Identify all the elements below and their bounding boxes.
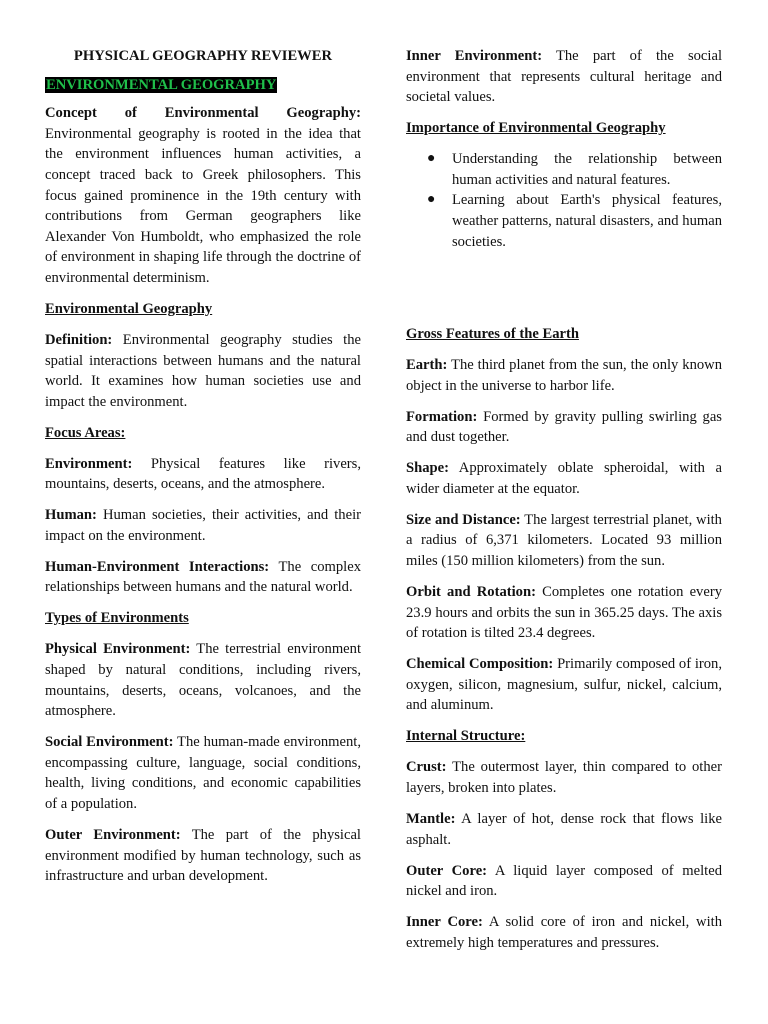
gross-feature-text: Approximately oblate spheroidal, with a wider diameter at the equator.: [406, 460, 723, 497]
gross-feature-term: Chemical Composition:: [406, 656, 554, 673]
concept-paragraph: [45, 103, 361, 288]
document-title: PHYSICAL GEOGRAPHY REVIEWER: [73, 48, 333, 64]
environment-type-item: [45, 825, 361, 887]
environment-type-term: Social Environment:: [45, 734, 174, 751]
focus-areas-heading: Focus Areas:: [45, 424, 126, 441]
environmental-geography-heading: Environmental Geography: [45, 300, 213, 317]
list-item-text: Learning about Earth's physical features, weather patterns, natural disasters, and human societies.: [452, 192, 722, 250]
inner-environment-paragraph: [406, 46, 722, 108]
bullet-icon: ●: [427, 151, 436, 167]
gross-feature-item: [406, 510, 722, 572]
importance-heading: Importance of Environmental Geography: [406, 120, 666, 137]
list-item-text: Understanding the relationship between human activities and natural features.: [452, 151, 722, 188]
bullet-icon: ●: [427, 192, 436, 208]
internal-layer-term: Outer Core:: [406, 862, 488, 879]
internal-layer-item: [406, 757, 722, 798]
gross-feature-term: Shape:: [406, 460, 449, 477]
internal-structure-heading: Internal Structure:: [406, 728, 526, 745]
environment-type-term: Outer Environment:: [45, 826, 181, 843]
gross-features-heading: Gross Features of the Earth: [406, 326, 579, 343]
internal-layer-term: Crust:: [406, 759, 447, 776]
internal-layer-text: A liquid layer composed of melted nickel and iron.: [406, 862, 723, 900]
environment-type-term: Physical Environment:: [45, 641, 191, 658]
concept-term: Concept of Environmental Geography:: [45, 105, 361, 122]
gross-feature-item: [406, 458, 722, 499]
types-of-environments-heading: Types of Environments: [45, 610, 189, 627]
environment-type-text: The part of the physical environment modified by human technology, such as infrastructure and urban development.: [45, 826, 361, 885]
inner-environment-term: Inner Environment:: [406, 48, 543, 64]
gross-feature-item: [406, 582, 722, 644]
gross-feature-text: Completes one rotation every 23.9 hours and orbits the sun in 365.25 days. The axis of rotation is tilted 23.4 degrees.: [406, 584, 722, 642]
internal-layer-text: A layer of hot, dense rock that flows like asphalt.: [406, 810, 722, 848]
gross-feature-text: Primarily composed of iron, oxygen, silicon, magnesium, sulfur, nickel, calcium, and aluminum.: [406, 656, 722, 714]
blank-space: [406, 262, 722, 324]
gross-feature-item: [406, 407, 722, 448]
gross-feature-term: Orbit and Rotation:: [406, 584, 536, 601]
gross-feature-item: [406, 654, 722, 716]
gross-feature-term: Formation:: [406, 408, 478, 425]
left-column: [45, 46, 361, 897]
internal-layer-text: A solid core of iron and nickel, with extremely high temperatures and pressures.: [406, 914, 723, 951]
internal-layer-item: [406, 861, 722, 902]
focus-text: The complex relationships between humans and the natural world.: [45, 558, 361, 596]
focus-text: Human societies, their activities, and their impact on the environment.: [45, 507, 361, 544]
focus-text: Physical features like rivers, mountains, deserts, oceans, and the atmosphere.: [45, 455, 361, 493]
focus-item: [45, 505, 361, 546]
list-item: [406, 190, 722, 252]
inner-environment-text: The part of the social environment that represents cultural heritage and societal values.: [406, 48, 722, 106]
focus-term: Human-Environment Interactions:: [45, 558, 270, 575]
focus-term: Environment:: [45, 455, 133, 472]
definition-text: Environmental geography studies the spatial interactions between humans and the natural world. It examines how human societies use and impact the environment.: [45, 331, 361, 410]
section-banner: [45, 75, 361, 96]
definition-paragraph: [45, 330, 361, 412]
environment-type-text: The terrestrial environment shaped by natural conditions, including rivers, mountains, deserts, oceans, volcanoes, and the atmosphere.: [45, 641, 362, 720]
gross-feature-text: The third planet from the sun, the only known object in the universe to harbor life.: [406, 357, 722, 394]
internal-layer-term: Inner Core:: [406, 914, 483, 931]
internal-layer-term: Mantle:: [406, 810, 456, 827]
highlighted-section-title: ENVIRONMENTAL GEOGRAPHY: [46, 76, 277, 93]
internal-layer-item: [406, 809, 722, 850]
internal-layer-text: The outermost layer, thin compared to other layers, broken into plates.: [406, 759, 722, 796]
gross-feature-term: Size and Distance:: [406, 511, 521, 528]
importance-list: [406, 149, 722, 252]
gross-feature-text: Formed by gravity pulling swirling gas and dust together.: [406, 408, 722, 446]
focus-item: [45, 557, 361, 598]
environment-type-item: [45, 732, 361, 814]
focus-item: [45, 454, 361, 495]
gross-feature-text: The largest terrestrial planet, with a radius of 6,371 kilometers. Located 93 million miles (150 million kilometers) from the sun.: [406, 511, 722, 570]
focus-term: Human:: [45, 507, 97, 524]
definition-term: Definition:: [45, 331, 113, 348]
environment-type-text: The human-made environment, encompassing culture, language, social conditions, health, living conditions, and economic capabilities of a population.: [45, 734, 362, 812]
internal-layer-item: [406, 912, 722, 953]
gross-feature-item: [406, 355, 722, 396]
list-item: [406, 149, 722, 190]
concept-text: Environmental geography is rooted in the idea that the environment influences human activities, a concept traced back to Greek philosophers. This focus gained prominence in the 19th century with contributions from German geographers like Alexander Von Humboldt, who emphasized the role of environment in shaping life through the doctrine of environmental determinism.: [45, 125, 361, 286]
environment-type-item: [45, 639, 361, 721]
right-column: [406, 46, 722, 964]
gross-feature-term: Earth:: [406, 357, 448, 374]
